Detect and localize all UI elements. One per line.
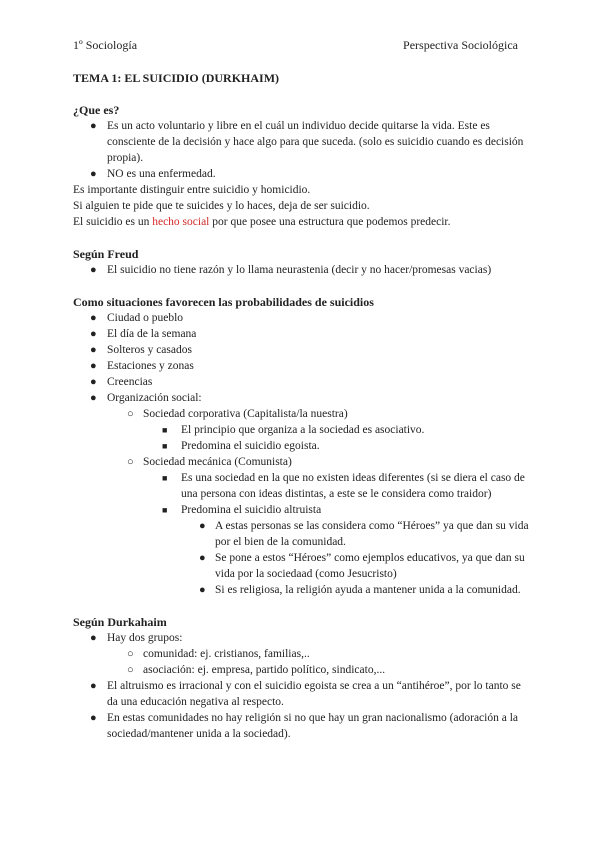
circle-bullet-icon: ○	[127, 664, 134, 676]
list-item-text: asociación: ej. empresa, partido político, sindicato,...	[143, 664, 386, 676]
bullet-icon: ●	[90, 264, 97, 276]
list-item	[73, 310, 533, 326]
list-item	[73, 678, 533, 710]
list-item	[73, 358, 533, 374]
bullet-icon: ●	[199, 520, 206, 532]
paragraph	[73, 214, 533, 230]
bullet-icon: ●	[199, 552, 206, 564]
list-item	[73, 630, 533, 646]
list-item	[73, 438, 533, 454]
list-item-text: El principio que organiza a la sociedad es asociativo.	[181, 424, 425, 436]
list-item	[73, 502, 533, 518]
header-subject: Perspectiva Sociológica	[403, 38, 518, 52]
section2-list	[73, 262, 533, 278]
header-course: 1º Sociología	[73, 38, 138, 52]
bullet-icon: ●	[90, 344, 97, 356]
paragraph: Si alguien te pide que te suicides y lo haces, deja de ser suicidio.	[73, 200, 370, 212]
list-item	[73, 662, 533, 678]
square-bullet-icon: ■	[162, 473, 168, 483]
list-item-text: Es un acto voluntario y libre en el cuál un individuo decide quitarse la vida. Este es consciente de la decisión y hace algo para que suceda. (solo es suicidio cuando es decisión propia).	[107, 120, 524, 164]
bullet-icon: ●	[90, 168, 97, 180]
list-item-text: Creencias	[107, 376, 153, 388]
section-heading-situaciones: Como situaciones favorecen las probabilidades de suicidios	[73, 295, 374, 309]
list-item-text: Ciudad o pueblo	[107, 312, 184, 324]
list-item	[73, 582, 530, 598]
list-item-text: A estas personas se las considera como “Héroes” ya que dan su vida por el bien de la comunidad.	[215, 520, 529, 548]
document-title: TEMA 1: EL SUICIDIO (DURKHAIM)	[73, 71, 280, 85]
list-item-text: Hay dos grupos:	[107, 632, 183, 644]
section1-list	[73, 118, 533, 182]
list-item	[73, 550, 530, 582]
list-item	[73, 166, 533, 182]
list-item	[73, 710, 533, 742]
bullet-icon: ●	[90, 312, 97, 324]
list-item	[73, 390, 533, 406]
circle-bullet-icon: ○	[127, 648, 134, 660]
list-item-text: Predomina el suicidio altruista	[181, 504, 322, 516]
section-heading-freud: Según Freud	[73, 247, 139, 261]
bullet-icon: ●	[90, 360, 97, 372]
square-bullet-icon: ■	[162, 505, 168, 515]
bullet-icon: ●	[90, 328, 97, 340]
list-item	[73, 374, 533, 390]
section4-list	[73, 630, 533, 742]
bullet-icon: ●	[90, 376, 97, 388]
list-item-text: Solteros y casados	[107, 344, 192, 356]
list-item	[73, 118, 533, 166]
list-item-text: Es una sociedad en la que no existen ideas diferentes (si se diera el caso de una persona con ideas distintas, a este se le considera como traidor)	[181, 472, 525, 500]
list-item-text: Organización social:	[107, 392, 202, 404]
section3-list	[73, 310, 533, 598]
list-item	[73, 326, 533, 342]
list-item-text: Sociedad mecánica (Comunista)	[143, 456, 292, 468]
list-item-text: comunidad: ej. cristianos, familias,..	[143, 648, 310, 660]
list-item	[73, 454, 533, 470]
paragraph: Es importante distinguir entre suicidio y homicidio.	[73, 184, 311, 196]
list-item-text: Predomina el suicidio egoista.	[181, 440, 320, 452]
list-item-text: El suicidio no tiene razón y lo llama neurastenia (decir y no hacer/promesas vacias)	[107, 264, 492, 276]
paragraph-text: por que posee una estructura que podemos predecir.	[209, 216, 451, 228]
bullet-icon: ●	[90, 392, 97, 404]
list-item-text: Estaciones y zonas	[107, 360, 194, 372]
section-heading-que-es: ¿Que es?	[73, 103, 120, 117]
list-item	[73, 406, 533, 422]
list-item-text: El día de la semana	[107, 328, 197, 340]
list-item-text: Se pone a estos “Héroes” como ejemplos educativos, ya que dan su vida por la sociedaad (como Jesucristo)	[215, 552, 525, 580]
list-item	[73, 470, 533, 502]
list-item	[73, 262, 533, 278]
list-item	[73, 342, 533, 358]
bullet-icon: ●	[90, 632, 97, 644]
document-body	[73, 70, 533, 742]
list-item	[73, 422, 533, 438]
square-bullet-icon: ■	[162, 441, 168, 451]
list-item	[73, 646, 533, 662]
bullet-icon: ●	[90, 712, 97, 724]
bullet-icon: ●	[90, 680, 97, 692]
square-bullet-icon: ■	[162, 425, 168, 435]
list-item	[73, 518, 530, 550]
list-item-text: NO es una enfermedad.	[107, 168, 216, 180]
list-item-text: Sociedad corporativa (Capitalista/la nuestra)	[143, 408, 348, 420]
list-item-text: Si es religiosa, la religión ayuda a mantener unida a la comunidad.	[215, 584, 521, 596]
list-item-text: En estas comunidades no hay religión si no que hay un gran nacionalismo (adoración a la sociedad/mantener unida a la sociedad).	[107, 712, 519, 740]
circle-bullet-icon: ○	[127, 456, 134, 468]
section-heading-durkahaim: Según Durkahaim	[73, 615, 167, 629]
paragraph-text: El suicidio es un	[73, 216, 153, 228]
circle-bullet-icon: ○	[127, 408, 134, 420]
bullet-icon: ●	[90, 120, 97, 132]
bullet-icon: ●	[199, 584, 206, 596]
list-item-text: El altruismo es irracional y con el suicidio egoista se crea a un “antihéroe”, por lo tanto se da una educación negativa al respecto.	[107, 680, 521, 708]
highlighted-term: hecho social	[152, 216, 210, 228]
